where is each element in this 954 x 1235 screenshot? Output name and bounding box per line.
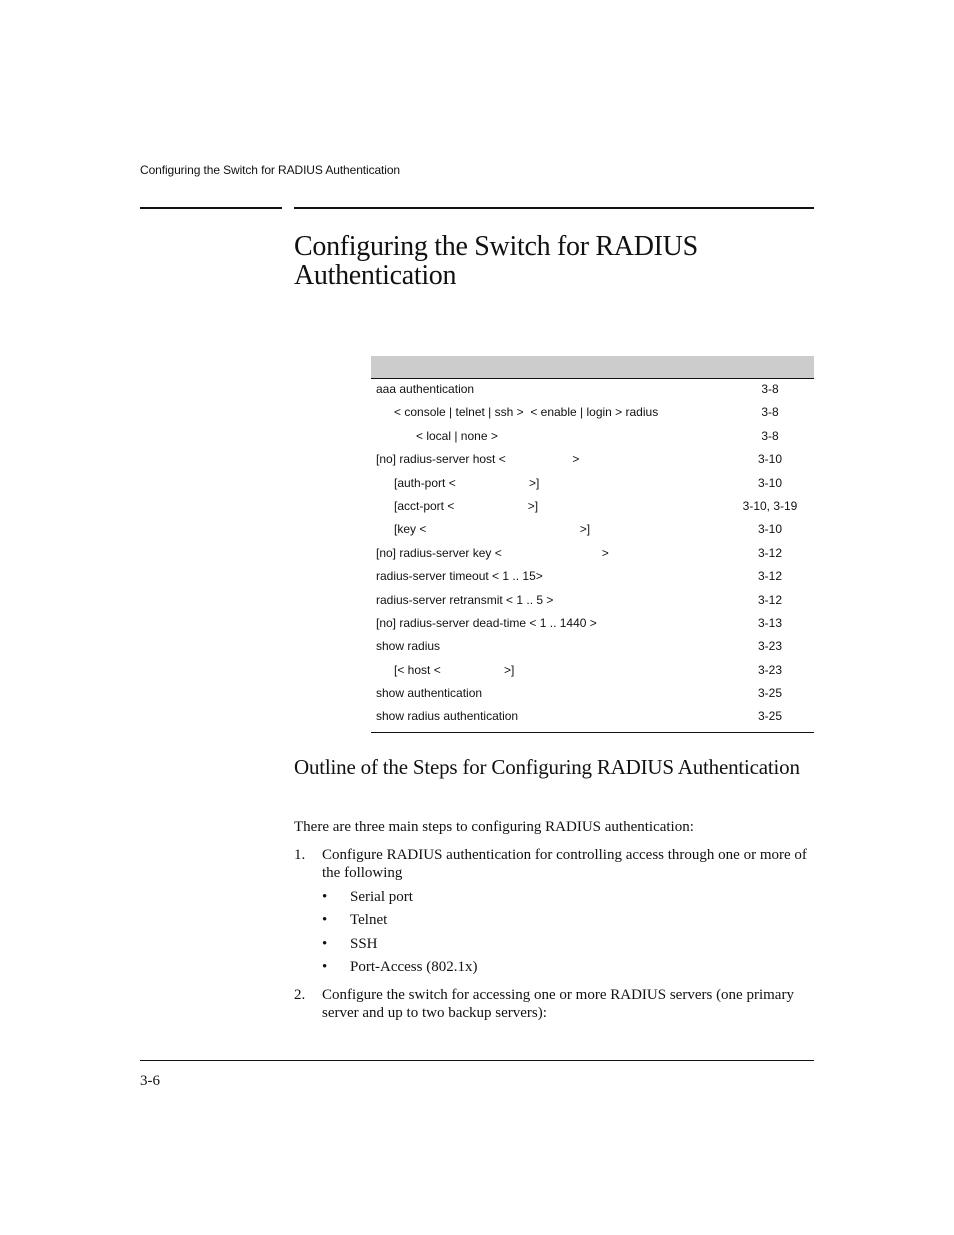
table-row	[371, 613, 814, 636]
table-row	[371, 590, 814, 613]
table-row	[371, 706, 814, 729]
table-row	[371, 543, 814, 566]
access-method-list	[322, 888, 477, 982]
page-ref: 3-25	[757, 686, 783, 701]
bullet-icon: •	[322, 912, 328, 929]
page-ref: 3-23	[757, 662, 783, 677]
command-text: show authentication	[376, 686, 483, 701]
page-ref: 3-12	[757, 545, 783, 560]
table-row	[371, 683, 814, 706]
command-text: show radius	[376, 639, 441, 654]
header-rule-right	[294, 207, 814, 209]
step-text: Configure the switch for accessing one or more RADIUS servers (one primary server and up to two backup servers):	[322, 987, 794, 1021]
bullet-icon: •	[322, 889, 328, 905]
table-row	[371, 402, 814, 425]
command-text: radius-server retransmit < 1 .. 5 >	[376, 592, 554, 607]
table-row	[371, 519, 814, 542]
table-row	[371, 379, 814, 402]
command-text: [acct-port < >]	[394, 498, 539, 513]
command-text: show radius authentication	[376, 709, 519, 724]
running-header: Configuring the Switch for RADIUS Authentication	[140, 163, 401, 177]
page-ref: 3-8	[761, 405, 779, 420]
table-row	[371, 496, 814, 519]
command-text: [< host < >]	[394, 662, 515, 677]
step-text: Configure RADIUS authentication for controlling access through one or more of the following	[322, 847, 807, 881]
page-ref: 3-8	[761, 382, 779, 396]
command-text: [no] radius-server host < >	[376, 452, 580, 467]
footer-rule	[140, 1060, 814, 1061]
page-ref: 3-23	[757, 639, 783, 654]
header-rule-left	[140, 207, 282, 209]
table-row	[371, 636, 814, 659]
page-ref: 3-10, 3-19	[742, 498, 798, 513]
page-number: 3-6	[140, 1073, 160, 1089]
page-ref: 3-13	[757, 615, 783, 630]
page-ref: 3-10	[757, 452, 783, 467]
page-ref: 3-10	[757, 475, 783, 490]
command-text: aaa authentication	[376, 382, 475, 396]
command-text: [no] radius-server key < >	[376, 545, 609, 560]
page-ref: 3-12	[757, 592, 783, 607]
list-item: • Serial port	[322, 889, 413, 905]
bullet-icon: •	[322, 959, 328, 976]
command-text: [auth-port < >]	[394, 475, 540, 490]
intro-paragraph: There are three main steps to configuring RADIUS authentication:	[294, 819, 694, 835]
table-row	[371, 426, 814, 449]
command-table	[371, 356, 814, 733]
command-text: [key < >]	[394, 522, 591, 537]
page-title: Configuring the Switch for RADIUS Authentication	[294, 231, 698, 291]
page-ref: 3-10	[757, 522, 783, 537]
page-ref: 3-25	[757, 709, 783, 724]
table-row	[371, 566, 814, 589]
page-ref: 3-8	[761, 428, 779, 443]
command-text: [no] radius-server dead-time < 1 .. 1440 >	[376, 615, 597, 630]
command-text: < console | telnet | ssh > < enable | login > radius	[394, 405, 659, 420]
command-table-header	[371, 356, 814, 379]
list-item: • SSH	[322, 935, 378, 952]
section-title: Outline of the Steps for Configuring RADIUS Authentication	[294, 755, 800, 779]
step-number: 1.	[294, 847, 306, 863]
list-item: • Telnet	[322, 912, 388, 929]
command-text: radius-server timeout < 1 .. 15>	[376, 569, 543, 584]
command-table-body	[371, 379, 814, 733]
table-row	[371, 660, 814, 683]
table-row	[371, 449, 814, 472]
command-text: < local | none >	[416, 428, 498, 443]
table-row	[371, 473, 814, 496]
step-number: 2.	[294, 987, 306, 1003]
page-ref: 3-12	[757, 569, 783, 584]
list-item: • Port-Access (802.1x)	[322, 959, 478, 976]
bullet-icon: •	[322, 935, 328, 952]
